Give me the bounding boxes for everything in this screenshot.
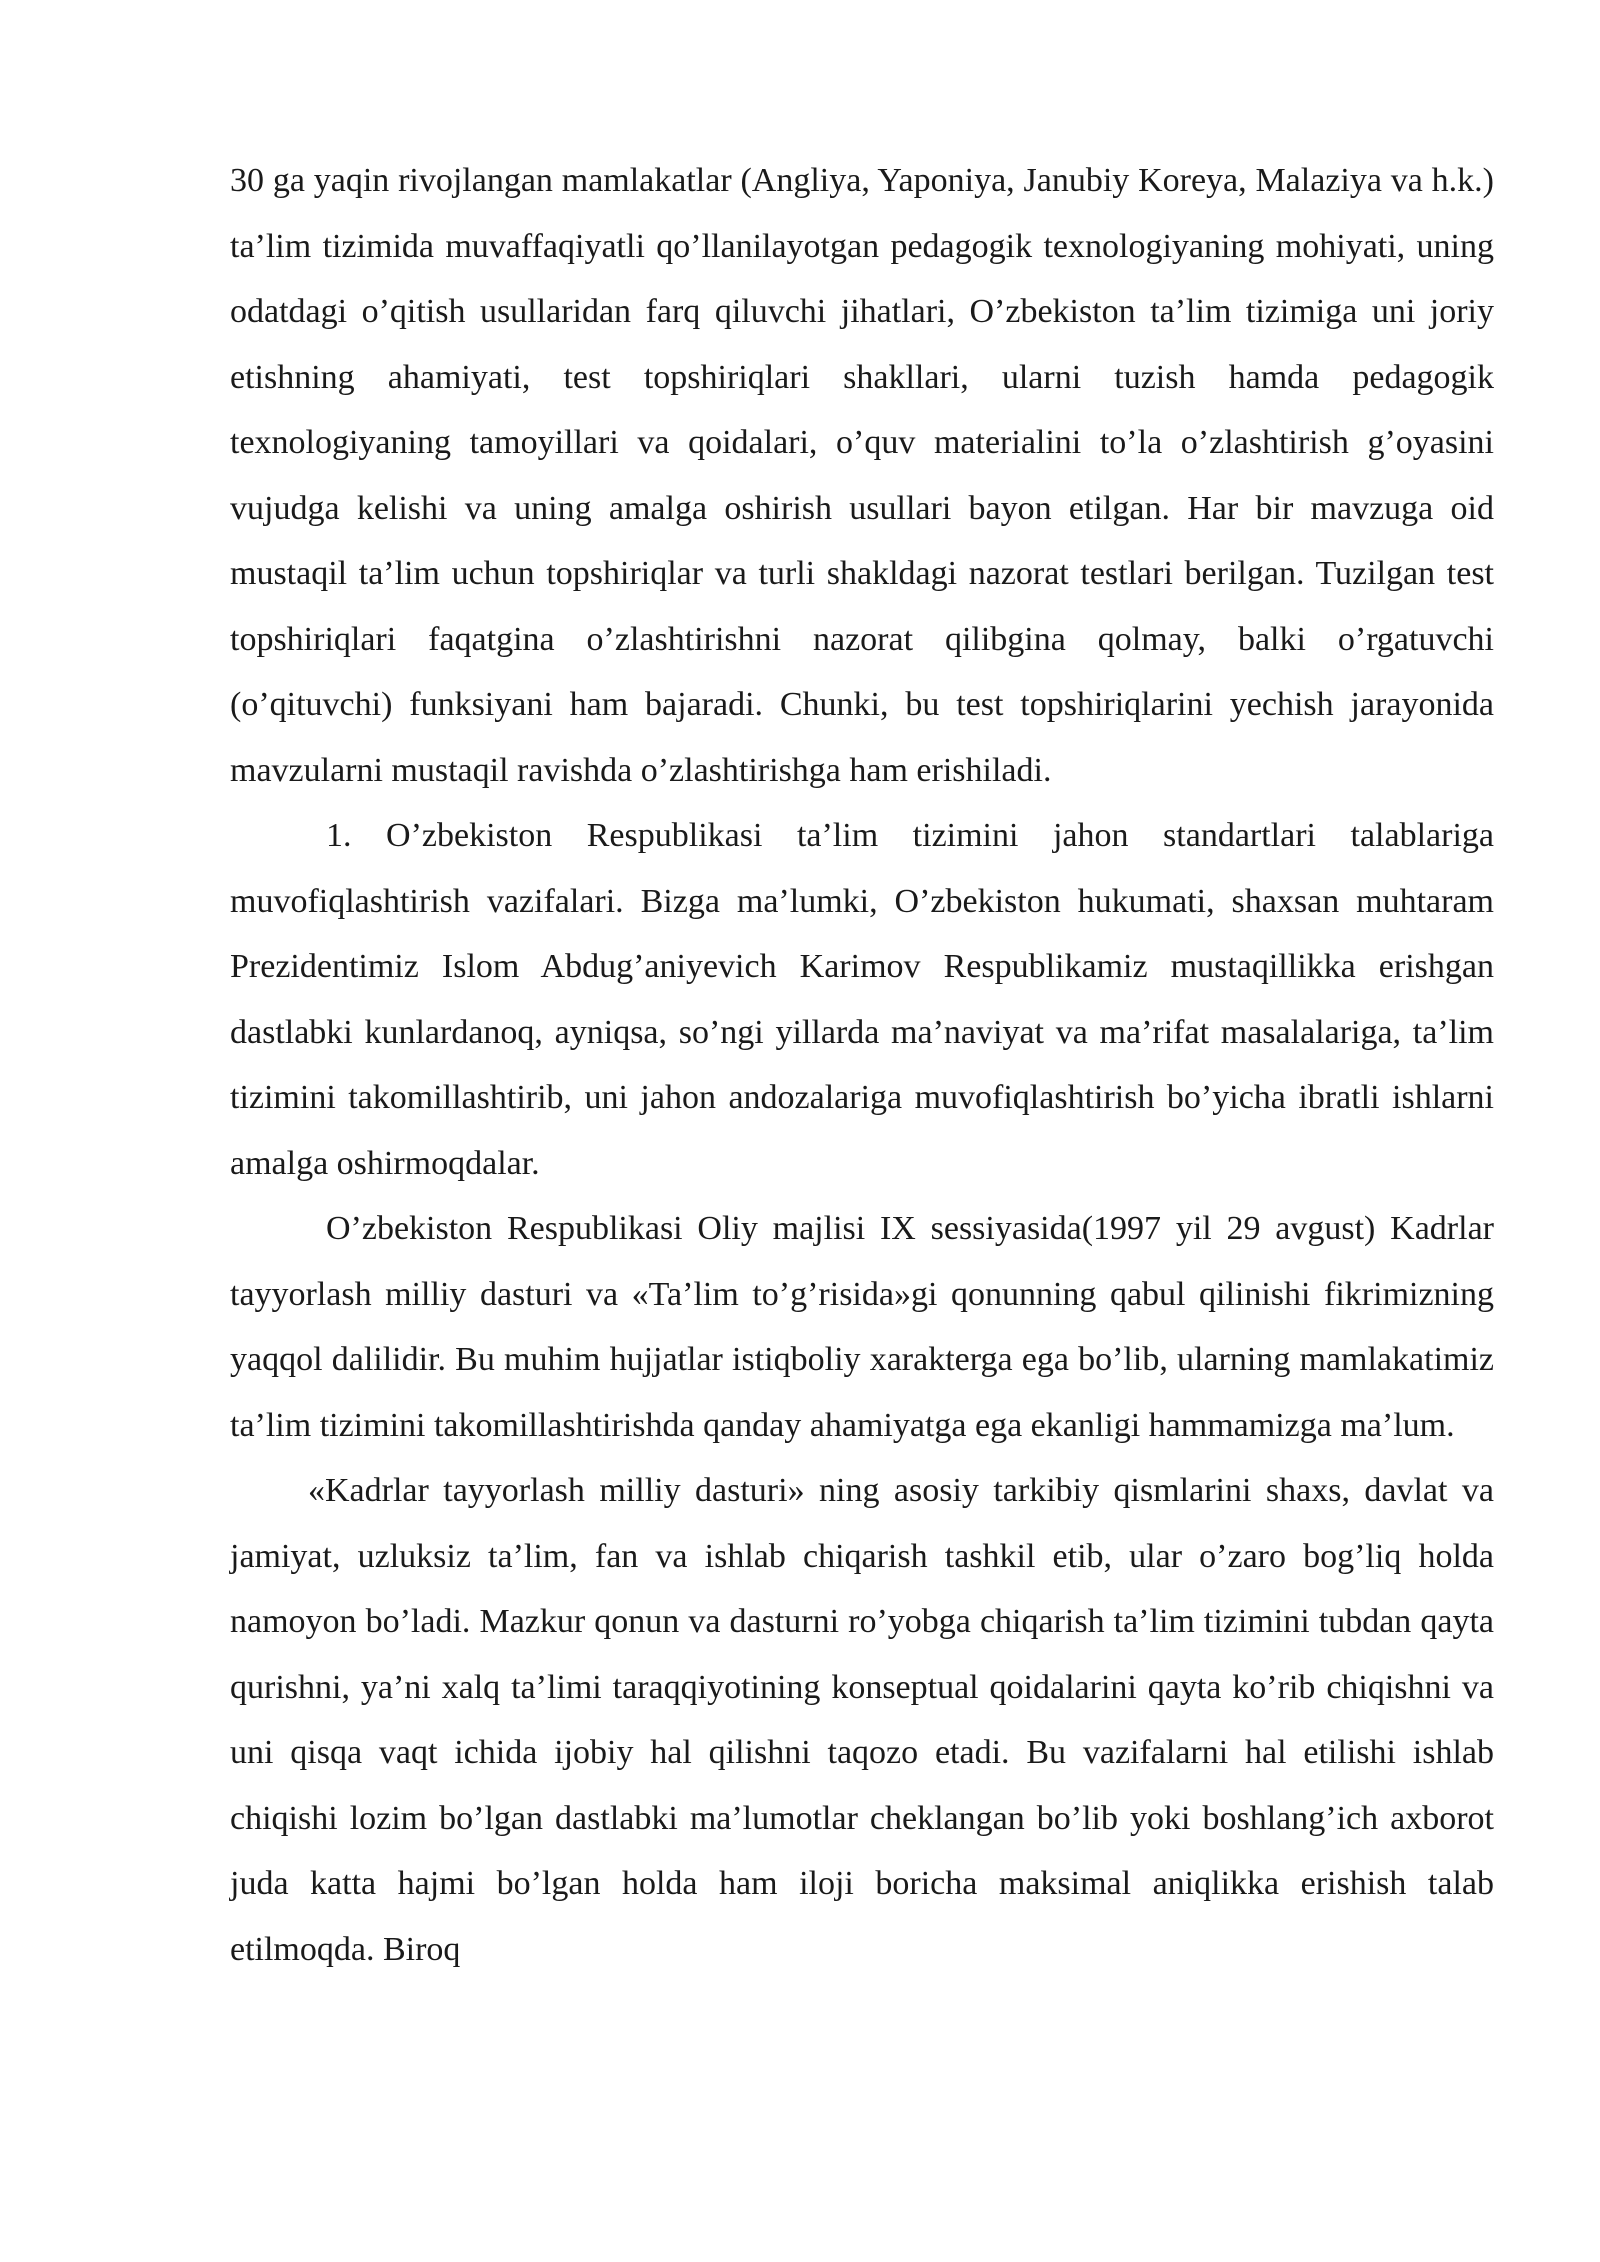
paragraph-oliy-majlis: O’zbekiston Respublikasi Oliy majlisi IX sessiyasida(1997 yil 29 avgust) Kadrlar tayyorlash milliy dasturi va «Ta’lim to’g’risida»gi qonunning qabul qilinishi fikrimizning yaqqol dalilidir. Bu muhim hujjatlar istiqboliy xarakterga ega bo’lib, ularning mamlakatimiz ta’lim tizimini takomillashtirishda qanday ahamiyatga ega ekanligi hammamizga ma’lum. bbox=[230, 1210, 1494, 1444]
paragraph-point-1: 1. O’zbekiston Respublikasi ta’lim tizimini jahon standartlari talablariga muvofiqlashtirish vazifalari. Bizga ma’lumki, O’zbekiston hukumati, shaxsan muhtaram Prezidentimiz Islom Abdug’aniyevich Karimov Respublikamiz mustaqillikka erishgan dastlabki kunlardanoq, ayniqsa, so’ngi yillarda ma’naviyat va ma’rifat masalalariga, ta’lim tizimini takomillashtirib, uni jahon andozalariga muvofiqlashtirish bo’yicha ibratli ishlarni amalga oshirmoqdalar. bbox=[230, 817, 1494, 1182]
paragraph-kadrlar: «Kadrlar tayyorlash milliy dasturi» ning asosiy tarkibiy qismlarini shaxs, davlat va jamiyat, uzluksiz ta’lim, fan va ishlab chiqarish tashkil etib, ular o’zaro bog’liq holda namoyon bo’ladi. Mazkur qonun va dasturni ro’yobga chiqarish ta’lim tizimini tubdan qayta qurishni, ya’ni xalq ta’limi taraqqiyotining konseptual qoidalarini qayta ko’rib chiqishni va uni qisqa vaqt ichida ijobiy hal qilishni taqozo etadi. Bu vazifalarni hal etilishi ishlab chiqishi lozim bo’lgan dastlabki ma’lumotlar cheklangan bo’lib yoki boshlang’ich axborot juda katta hajmi bo’lgan holda ham iloji boricha maksimal aniqlikka erishish talab etilmoqda. Biroq bbox=[230, 1472, 1494, 1968]
document-body bbox=[230, 148, 1494, 1982]
paragraph-intro: 30 ga yaqin rivojlangan mamlakatlar (Angliya, Yaponiya, Janubiy Koreya, Malaziya va h.k.) ta’lim tizimida muvaffaqiyatli qo’llanilayotgan pedagogik texnologiyaning mohiyati, uning odatdagi o’qitish usullaridan farq qiluvchi jihatlari, O’zbekiston ta’lim tizimiga uni joriy etishning ahamiyati, test topshiriqlari shakllari, ularni tuzish hamda pedagogik texnologiyaning tamoyillari va qoidalari, o’quv materialini to’la o’zlashtirish g’oyasini vujudga kelishi va uning amalga oshirish usullari bayon etilgan. Har bir mavzuga oid mustaqil ta’lim uchun topshiriqlar va turli shakldagi nazorat testlari berilgan. Tuzilgan test topshiriqlari faqatgina o’zlashtirishni nazorat qilibgina qolmay, balki o’rgatuvchi (o’qituvchi) funksiyani ham bajaradi. Chunki, bu test topshiriqlarini yechish jarayonida mavzularni mustaqil ravishda o’zlashtirishga ham erishiladi. bbox=[230, 162, 1494, 789]
